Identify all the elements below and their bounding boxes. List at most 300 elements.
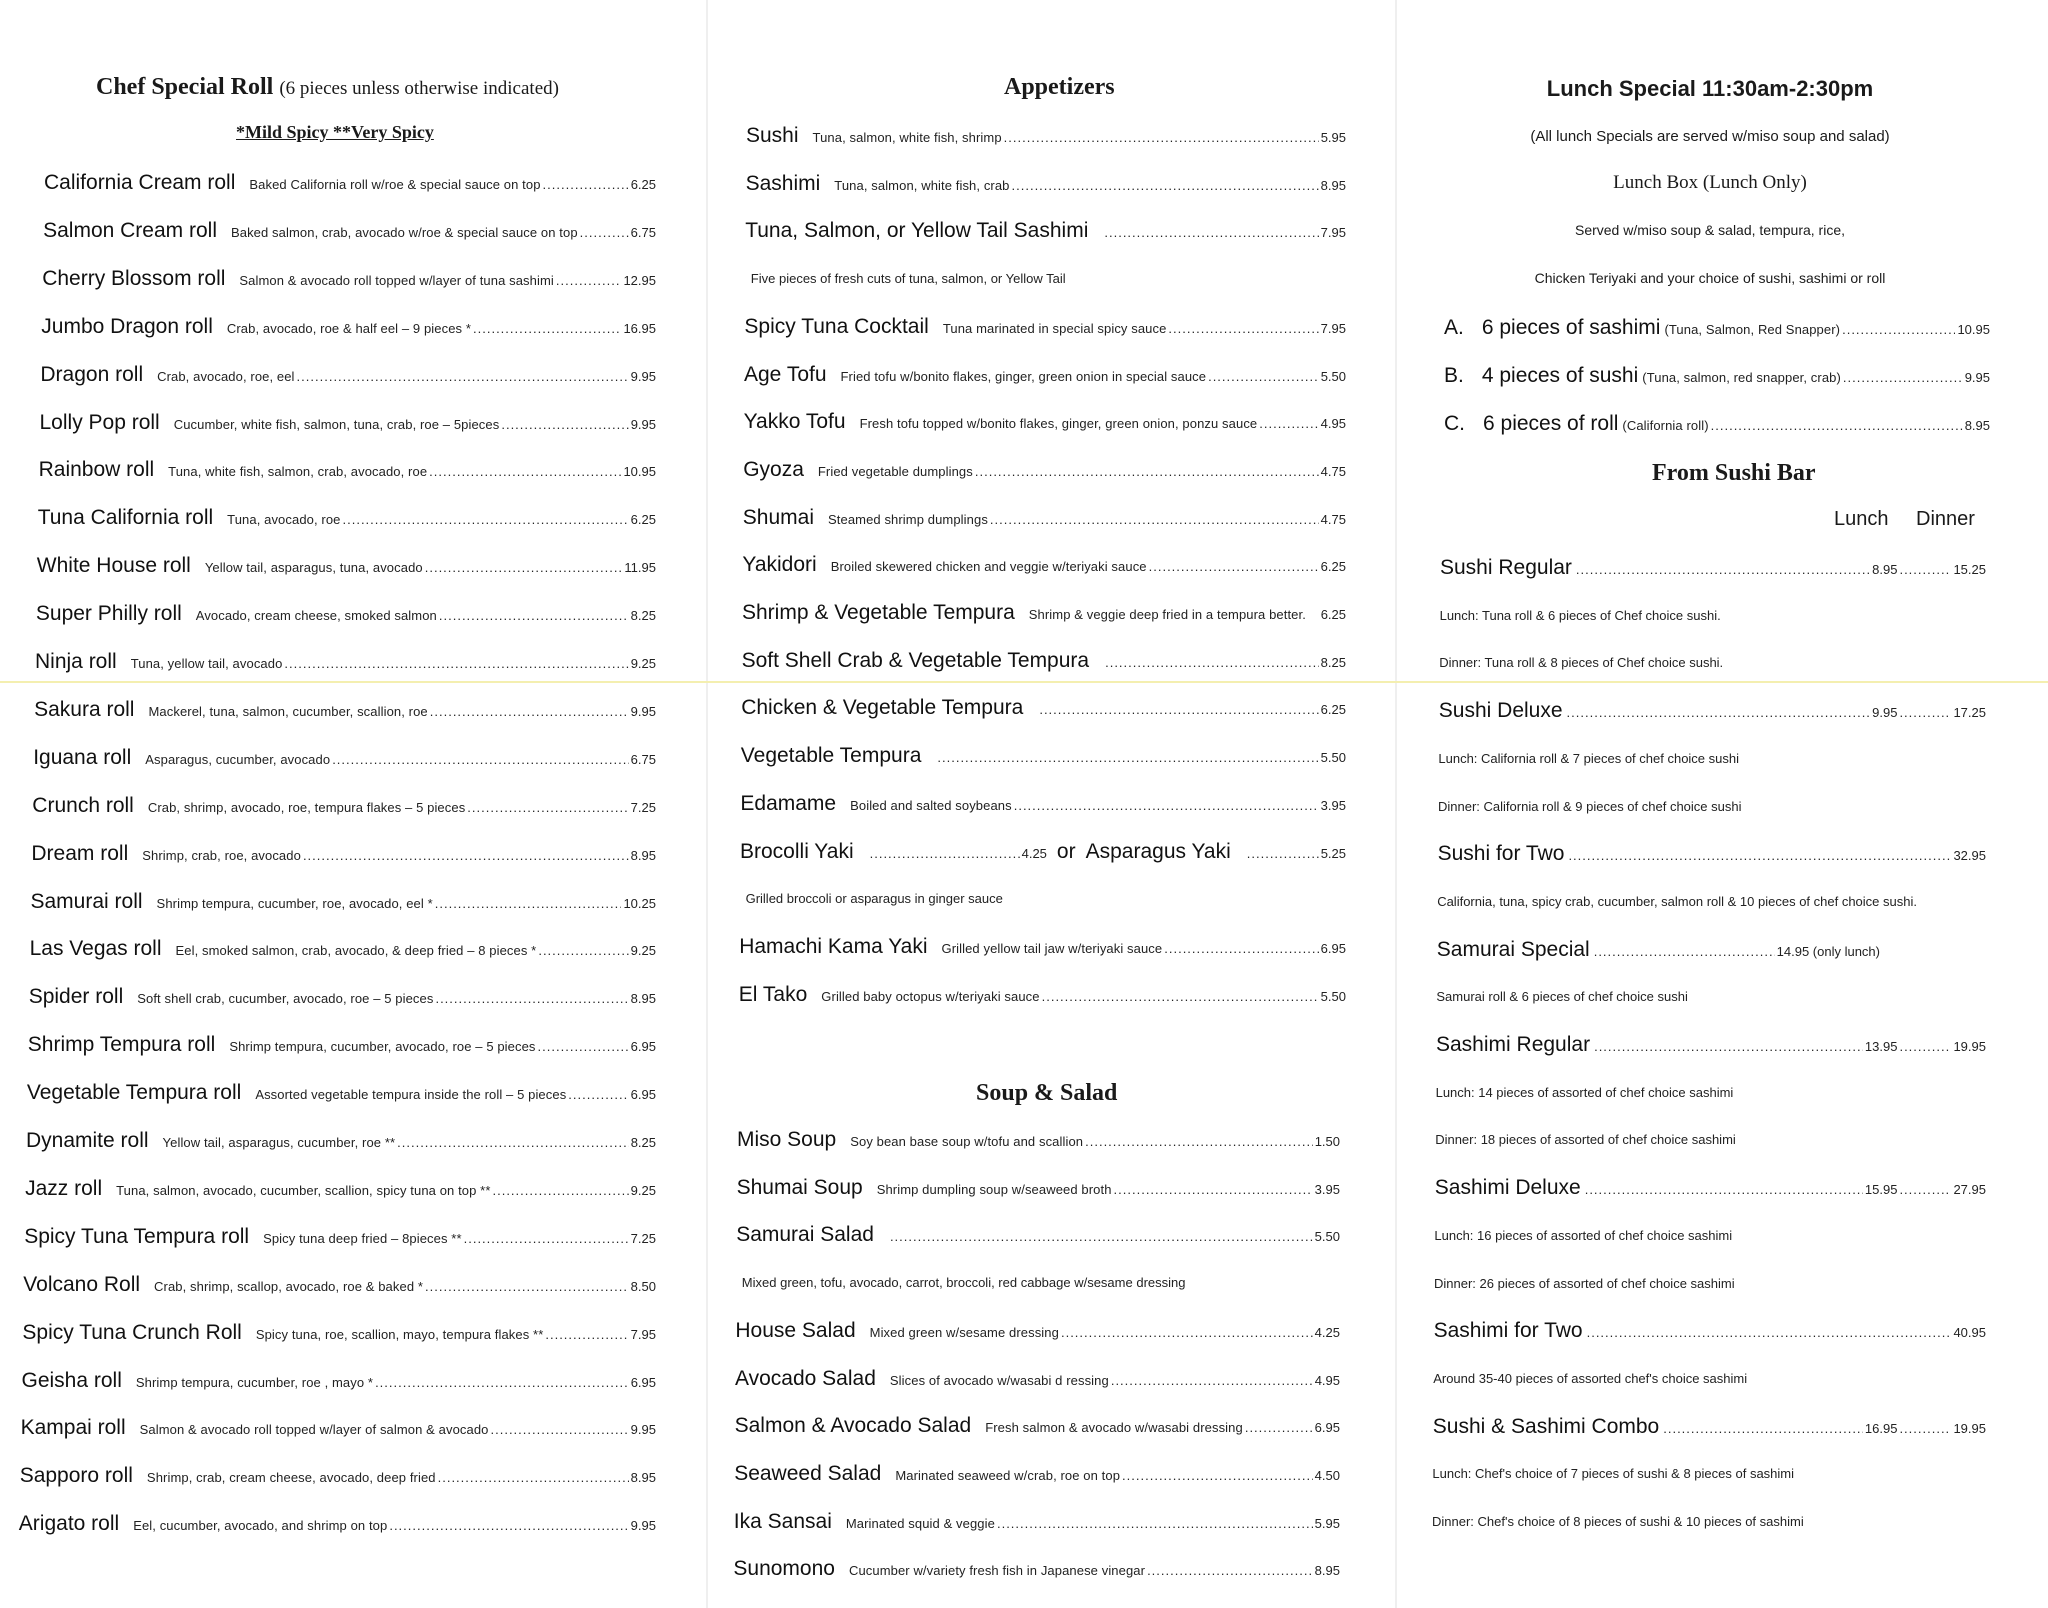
lunch-box-line1: Served w/miso soup & salad, tempura, rice, bbox=[1574, 222, 1845, 238]
menu-item-price: 4.50 bbox=[1314, 1467, 1340, 1483]
menu-item-desc: Grilled baby octopus w/teriyaki sauce bbox=[821, 988, 1040, 1004]
menu-item-note: Five pieces of fresh cuts of tuna, salmon, or Yellow Tail bbox=[750, 271, 1066, 287]
menu-item bbox=[23, 1273, 656, 1297]
menu-item-price: 9.95 bbox=[630, 703, 656, 719]
menu-item-desc: Shrimp & veggie deep fried in a tempura better. bbox=[1028, 607, 1306, 622]
menu-item-price: 9.25 bbox=[630, 943, 656, 959]
menu-item-price: 5.50 bbox=[1320, 368, 1346, 384]
menu-item-name: Sapporo roll bbox=[19, 1464, 133, 1488]
menu-item bbox=[40, 411, 657, 435]
lunch-box-title: Lunch Box (Lunch Only) bbox=[1613, 172, 1807, 193]
menu-item bbox=[19, 1512, 656, 1536]
dinner-column-header: Dinner bbox=[1916, 508, 1975, 530]
menu-item bbox=[1433, 1415, 1986, 1439]
dot-leader bbox=[1208, 369, 1319, 384]
menu-item bbox=[740, 792, 1346, 816]
dot-leader bbox=[1004, 130, 1319, 145]
dot-leader bbox=[1899, 1182, 1951, 1197]
menu-item-name: White House roll bbox=[36, 554, 191, 578]
menu-item-name: Samurai Salad bbox=[736, 1223, 874, 1247]
menu-item-desc: Shrimp, crab, cream cheese, avocado, deep fried bbox=[146, 1470, 436, 1486]
dot-leader bbox=[1594, 1039, 1863, 1054]
menu-item-or: or bbox=[1056, 839, 1076, 863]
menu-item-note: Lunch: 14 pieces of assorted of chef choice sashimi bbox=[1435, 1084, 1734, 1100]
menu-item-name: Sushi for Two bbox=[1437, 842, 1565, 866]
menu-item-price: 6.75 bbox=[630, 224, 656, 240]
menu-item-name: Samurai Special bbox=[1436, 937, 1590, 961]
menu-item-name: Sunomono bbox=[733, 1557, 835, 1581]
menu-item-price: 5.50 bbox=[1320, 750, 1346, 766]
menu-item-note: Lunch: Tuna roll & 6 pieces of Chef choice sushi. bbox=[1439, 607, 1721, 623]
menu-item-name: Dynamite roll bbox=[26, 1129, 149, 1152]
menu-item-price: 8.95 bbox=[630, 991, 656, 1007]
lunch-special-subtitle: (All lunch Specials are served w/miso soup and salad) bbox=[1530, 128, 1890, 145]
menu-item-price: 32.95 bbox=[1953, 848, 1986, 864]
menu-item-name: Seaweed Salad bbox=[734, 1461, 882, 1485]
menu-item-price-dinner: 27.95 bbox=[1953, 1182, 1986, 1198]
menu-item-price: 6.25 bbox=[630, 512, 656, 528]
menu-item-price: 1.50 bbox=[1314, 1134, 1340, 1149]
dot-leader bbox=[545, 1327, 628, 1342]
menu-item-price: 10.95 bbox=[1957, 322, 1990, 337]
dot-leader bbox=[492, 1183, 628, 1198]
lunch-option-letter: C. bbox=[1444, 412, 1465, 435]
menu-item bbox=[25, 1177, 656, 1201]
menu-item-note: Dinner: 18 pieces of assorted of chef choice sashimi bbox=[1435, 1132, 1736, 1148]
menu-item-note: California, tuna, spicy crab, cucumber, salmon roll & 10 pieces of chef choice sushi. bbox=[1437, 893, 1917, 909]
menu-item-price: 4.75 bbox=[1320, 511, 1346, 527]
menu-item-desc: Eel, cucumber, avocado, and shrimp on top bbox=[133, 1518, 388, 1534]
menu-item-desc: Grilled yellow tail jaw w/teriyaki sauce bbox=[941, 940, 1163, 956]
dot-leader bbox=[990, 512, 1319, 527]
dot-leader bbox=[284, 656, 628, 671]
menu-item-note: Lunch: 16 pieces of assorted of chef choice sashimi bbox=[1434, 1227, 1733, 1243]
dot-leader bbox=[425, 1279, 629, 1294]
menu-item-name: Samurai roll bbox=[30, 889, 143, 913]
menu-item bbox=[1436, 1033, 1986, 1057]
appetizers-title: Appetizers bbox=[1004, 74, 1115, 100]
dot-leader bbox=[429, 464, 621, 479]
sushi-bar-title: From Sushi Bar bbox=[1652, 460, 1816, 486]
menu-item bbox=[1434, 1319, 1986, 1343]
menu-item-desc: Cucumber, white fish, salmon, tuna, crab, roe – 5pieces bbox=[173, 416, 500, 432]
menu-item bbox=[744, 363, 1346, 387]
menu-item-price: 6.25 bbox=[1320, 607, 1346, 622]
dot-leader bbox=[1061, 1325, 1313, 1340]
menu-item bbox=[24, 1225, 656, 1249]
menu-item-name: Iguana roll bbox=[33, 745, 132, 769]
menu-item-price: 12.95 bbox=[623, 272, 656, 288]
menu-item bbox=[742, 601, 1346, 625]
menu-item-price: 7.95 bbox=[1320, 225, 1346, 241]
menu-item bbox=[28, 1033, 656, 1057]
menu-item-note: Dinner: Chef's choice of 8 pieces of sushi & 10 pieces of sashimi bbox=[1432, 1514, 1804, 1529]
menu-item bbox=[42, 267, 656, 291]
menu-item-desc: Yellow tail, asparagus, tuna, avocado bbox=[204, 560, 423, 576]
menu-item-price: 8.25 bbox=[630, 608, 656, 624]
dot-leader bbox=[556, 273, 622, 288]
dot-leader bbox=[1245, 1420, 1313, 1435]
menu-item-price: 5.95 bbox=[1314, 1515, 1340, 1531]
dot-leader bbox=[1594, 944, 1775, 959]
menu-item-desc: Baked California roll w/roe & special sauce on top bbox=[249, 177, 541, 192]
menu-item-price-lunch: 15.95 bbox=[1864, 1182, 1898, 1198]
dot-leader bbox=[1085, 1134, 1313, 1149]
menu-item-note: Dinner: California roll & 9 pieces of chef choice sushi bbox=[1438, 798, 1742, 814]
dot-leader bbox=[425, 560, 623, 575]
menu-item bbox=[22, 1369, 657, 1393]
menu-item-price: 6.95 bbox=[630, 1087, 656, 1103]
dot-leader bbox=[1149, 559, 1319, 574]
dot-leader bbox=[1042, 989, 1319, 1004]
menu-item bbox=[739, 983, 1346, 1007]
menu-item-name: Soft Shell Crab & Vegetable Tempura bbox=[741, 648, 1090, 672]
dot-leader bbox=[997, 1516, 1313, 1531]
menu-item-price-lunch: 8.95 bbox=[1872, 562, 1898, 577]
menu-item bbox=[743, 506, 1346, 530]
menu-item-desc: Crab, avocado, roe & half eel – 9 pieces * bbox=[226, 320, 472, 336]
menu-item-name: Sushi Deluxe bbox=[1438, 699, 1563, 723]
menu-item-desc: Crab, shrimp, avocado, roe, tempura flakes – 5 pieces bbox=[147, 799, 466, 815]
menu-item-name: Brocolli Yaki bbox=[740, 839, 854, 863]
soup-salad-title: Soup & Salad bbox=[976, 1080, 1118, 1106]
menu-item bbox=[733, 1557, 1340, 1581]
menu-item-desc: Tuna, white fish, salmon, crab, avocado, roe bbox=[168, 464, 428, 480]
menu-item-price: 9.95 bbox=[630, 368, 656, 384]
menu-item bbox=[746, 124, 1346, 148]
menu-item-desc: Shrimp tempura, cucumber, roe , mayo * bbox=[135, 1374, 374, 1390]
menu-item-desc: Soy bean base soup w/tofu and scallion bbox=[850, 1134, 1084, 1149]
menu-item-price: 6.25 bbox=[630, 177, 656, 192]
dot-leader bbox=[435, 991, 628, 1006]
menu-item-price: 7.25 bbox=[630, 799, 656, 815]
menu-item-name: Spicy Tuna Tempura roll bbox=[24, 1224, 250, 1248]
menu-item bbox=[44, 171, 656, 195]
menu-item-note: Dinner: 26 pieces of assorted of chef choice sashimi bbox=[1434, 1275, 1735, 1291]
menu-item bbox=[746, 172, 1346, 196]
menu-item-name: El Tako bbox=[738, 982, 808, 1006]
menu-item-price: 9.25 bbox=[630, 656, 656, 671]
menu-item bbox=[36, 602, 656, 626]
dot-leader bbox=[1105, 655, 1319, 670]
menu-item bbox=[33, 746, 656, 770]
lunch-box-line2: Chicken Teriyaki and your choice of sushi, sashimi or roll bbox=[1534, 270, 1886, 286]
menu-item-desc: Broiled skewered chicken and veggie w/teriyaki sauce bbox=[830, 559, 1147, 575]
menu-item-name: Avocado Salad bbox=[735, 1366, 876, 1390]
menu-item bbox=[737, 1128, 1340, 1152]
menu-item bbox=[735, 1367, 1340, 1391]
menu-item-desc: Shrimp tempura, cucumber, avocado, roe – 5 pieces bbox=[229, 1039, 536, 1055]
menu-item bbox=[742, 649, 1346, 673]
menu-item bbox=[29, 985, 656, 1009]
menu-item-name: Yakko Tofu bbox=[743, 410, 846, 434]
dot-leader bbox=[975, 464, 1319, 479]
menu-item-desc: Boiled and salted soybeans bbox=[850, 797, 1012, 813]
menu-item-name: Salmon Cream roll bbox=[43, 218, 217, 242]
menu-item-price: 16.95 bbox=[623, 320, 656, 336]
menu-item-name: Vegetable Tempura bbox=[740, 744, 922, 768]
menu-item-price: 11.95 bbox=[624, 560, 656, 576]
menu-item-name: Spicy Tuna Cocktail bbox=[744, 314, 929, 338]
menu-item-name: Sashimi bbox=[745, 171, 821, 195]
menu-item-desc: Shrimp, crab, roe, avocado bbox=[142, 847, 301, 863]
menu-item-name: Ninja roll bbox=[35, 650, 117, 673]
menu-item-price: 7.95 bbox=[1320, 320, 1346, 336]
menu-item-price: 10.25 bbox=[623, 895, 656, 911]
menu-item-desc: Tuna, salmon, white fish, shrimp bbox=[812, 130, 1002, 145]
menu-item-note: Around 35-40 pieces of assorted chef's choice sashimi bbox=[1433, 1370, 1748, 1386]
menu-item-desc: Spicy tuna deep fried – 8pieces ** bbox=[263, 1230, 462, 1246]
menu-item-price: 7.95 bbox=[630, 1326, 656, 1342]
menu-item-price: 4.95 bbox=[1314, 1372, 1340, 1388]
dot-leader bbox=[538, 1039, 629, 1054]
menu-item-price: 6.25 bbox=[1320, 559, 1346, 575]
menu-item-desc: Salmon & avocado roll topped w/layer of salmon & avocado bbox=[139, 1422, 489, 1438]
panel-fold-right bbox=[1395, 0, 1397, 1608]
dot-leader bbox=[1114, 1182, 1313, 1197]
menu-item-name: Age Tofu bbox=[744, 362, 827, 386]
menu-item-desc: Asparagus, cucumber, avocado bbox=[145, 751, 331, 767]
dot-leader bbox=[297, 369, 629, 384]
dot-leader bbox=[1899, 705, 1951, 720]
menu-item-name: Super Philly roll bbox=[35, 602, 182, 626]
menu-item-name: Sakura roll bbox=[34, 697, 135, 721]
menu-item-price: 8.50 bbox=[630, 1278, 656, 1294]
menu-item-desc: Marinated seaweed w/crab, roe on top bbox=[895, 1467, 1121, 1483]
menu-item-desc: Fried tofu w/bonito flakes, ginger, green onion in special sauce bbox=[840, 368, 1207, 384]
dot-leader bbox=[538, 943, 628, 958]
dot-leader bbox=[464, 1231, 629, 1246]
menu-item-name: Dragon roll bbox=[40, 362, 144, 386]
menu-item bbox=[735, 1319, 1340, 1343]
menu-item-name: Sashimi Regular bbox=[1436, 1033, 1591, 1056]
dot-leader bbox=[1568, 848, 1951, 863]
menu-item-price-lunch: 13.95 bbox=[1864, 1039, 1898, 1054]
dot-leader bbox=[1168, 321, 1318, 336]
dot-leader bbox=[375, 1375, 629, 1390]
menu-item-name: Shrimp & Vegetable Tempura bbox=[742, 601, 1015, 624]
menu-item-name: Gyoza bbox=[743, 457, 804, 481]
lunch-special-title: Lunch Special 11:30am-2:30pm bbox=[1546, 76, 1874, 101]
menu-item-desc: Shrimp dumpling soup w/seaweed broth bbox=[876, 1181, 1112, 1197]
menu-item bbox=[22, 1321, 656, 1345]
menu-item-price: 9.95 bbox=[1964, 370, 1990, 385]
menu-item-name: House Salad bbox=[735, 1318, 856, 1342]
dot-leader bbox=[1259, 416, 1318, 431]
menu-item-name: Ika Sansai bbox=[733, 1509, 832, 1533]
dot-leader bbox=[1014, 798, 1319, 813]
menu-item-price: 8.95 bbox=[1964, 418, 1990, 433]
menu-item-price: 8.95 bbox=[1320, 177, 1346, 193]
menu-item-price: 7.25 bbox=[630, 1230, 656, 1246]
menu-item-price: 14.95 (only lunch) bbox=[1776, 943, 1880, 959]
menu-item-name: Tuna, Salmon, or Yellow Tail Sashimi bbox=[745, 219, 1089, 243]
menu-item-name: Tuna California roll bbox=[37, 506, 214, 530]
dot-leader bbox=[1147, 1563, 1313, 1578]
menu-item-price: 6.75 bbox=[630, 751, 656, 767]
menu-item-price: 5.50 bbox=[1314, 1229, 1340, 1245]
dot-leader bbox=[1899, 1421, 1951, 1436]
menu-item-price: 9.95 bbox=[630, 1422, 656, 1438]
menu-item-desc: Baked salmon, crab, avocado w/roe & special sauce on top bbox=[230, 224, 578, 240]
dot-leader bbox=[870, 846, 1020, 861]
menu-item-name: Shrimp Tempura roll bbox=[27, 1033, 216, 1057]
dot-leader bbox=[1576, 562, 1870, 577]
menu-item bbox=[736, 1223, 1340, 1247]
menu-item bbox=[740, 840, 1346, 864]
menu-item-price: 4.95 bbox=[1320, 416, 1346, 432]
menu-item-note: Mixed green, tofu, avocado, carrot, broccoli, red cabbage w/sesame dressing bbox=[741, 1275, 1186, 1291]
menu-item-name: Spider roll bbox=[28, 985, 124, 1009]
menu-item bbox=[741, 744, 1346, 768]
menu-item-price: 9.95 bbox=[630, 416, 656, 432]
menu-item-price: 6.95 bbox=[1314, 1420, 1340, 1436]
menu-item-desc: Assorted vegetable tempura inside the roll – 5 pieces bbox=[255, 1087, 567, 1103]
menu-item-price: 3.95 bbox=[1320, 797, 1346, 813]
menu-item-name: Sashimi for Two bbox=[1433, 1319, 1583, 1343]
menu-item bbox=[1440, 556, 1986, 580]
menu-item bbox=[734, 1510, 1340, 1534]
menu-item-price: 6.25 bbox=[1320, 702, 1346, 718]
menu-item-desc: Spicy tuna, roe, scallion, mayo, tempura flakes ** bbox=[255, 1326, 544, 1342]
menu-item-note: Lunch: Chef's choice of 7 pieces of sushi & 8 pieces of sashimi bbox=[1432, 1466, 1795, 1482]
menu-item bbox=[34, 698, 656, 722]
dot-leader bbox=[439, 608, 629, 623]
menu-item-note: Dinner: Tuna roll & 8 pieces of Chef choice sushi. bbox=[1439, 655, 1724, 671]
menu-item bbox=[37, 554, 656, 578]
menu-item-price: 4.75 bbox=[1320, 463, 1346, 479]
menu-item-price: 5.25 bbox=[1320, 845, 1346, 861]
menu-item-desc: Tuna, salmon, white fish, crab bbox=[834, 177, 1010, 193]
menu-item-note: Grilled broccoli or asparagus in ginger sauce bbox=[745, 891, 1003, 907]
menu-item-price-dinner: 19.95 bbox=[1953, 1039, 1986, 1054]
menu-item-name: California Cream roll bbox=[44, 171, 236, 194]
dot-leader bbox=[1899, 1039, 1951, 1054]
menu-item-desc: Tuna, salmon, avocado, cucumber, scallion, spicy tuna on top ** bbox=[116, 1182, 491, 1198]
menu-item-price: 8.95 bbox=[1314, 1563, 1340, 1579]
menu-item-price: 6.95 bbox=[1320, 940, 1346, 956]
menu-item-desc: Shrimp tempura, cucumber, roe, avocado, eel * bbox=[156, 895, 433, 911]
dot-leader bbox=[1567, 705, 1871, 720]
menu-item-name: Sushi & Sashimi Combo bbox=[1432, 1414, 1660, 1438]
menu-item-name: Hamachi Kama Yaki bbox=[739, 934, 928, 958]
menu-item-desc: Tuna, yellow tail, avocado bbox=[130, 656, 283, 671]
dot-leader bbox=[438, 1470, 629, 1485]
menu-item bbox=[742, 553, 1346, 577]
menu-item bbox=[38, 506, 656, 530]
dot-leader bbox=[543, 177, 629, 192]
dot-leader bbox=[1585, 1182, 1863, 1197]
menu-item-name: Dream roll bbox=[31, 841, 129, 865]
menu-item bbox=[1438, 842, 1986, 866]
spicy-legend: *Mild Spicy **Very Spicy bbox=[236, 122, 434, 142]
dot-leader bbox=[1039, 702, 1318, 717]
menu-item-price-dinner: 17.25 bbox=[1953, 705, 1986, 721]
menu-item bbox=[26, 1129, 656, 1153]
dot-leader bbox=[568, 1087, 628, 1102]
dot-leader bbox=[1247, 846, 1319, 861]
menu-item-price: 5.95 bbox=[1320, 130, 1346, 145]
menu-item-name: Asparagus Yaki bbox=[1085, 839, 1231, 863]
menu-item-price: 4.25 bbox=[1021, 845, 1047, 861]
menu-item-desc: Avocado, cream cheese, smoked salmon bbox=[195, 608, 437, 624]
menu-item bbox=[1439, 699, 1986, 723]
menu-item-name: 4 pieces of sushi bbox=[1481, 364, 1639, 387]
menu-item-name: Sashimi Deluxe bbox=[1434, 1176, 1581, 1200]
menu-item-desc: Steamed shrimp dumplings bbox=[828, 511, 988, 527]
menu-item-name: Cherry Blossom roll bbox=[42, 266, 226, 290]
menu-item-name: Vegetable Tempura roll bbox=[26, 1081, 242, 1105]
menu-item-desc: Crab, shrimp, scallop, avocado, roe & baked * bbox=[154, 1278, 424, 1294]
scan-line bbox=[0, 681, 2048, 683]
dot-leader bbox=[397, 1135, 629, 1150]
menu-item-name: Shumai Soup bbox=[736, 1175, 863, 1199]
menu-item-name: Shumai bbox=[742, 505, 814, 529]
menu-item-price-lunch: 9.95 bbox=[1872, 705, 1898, 721]
menu-item-price: 5.50 bbox=[1320, 988, 1346, 1004]
menu-item-desc: Slices of avocado w/wasabi d ressing bbox=[889, 1372, 1109, 1388]
dot-leader bbox=[1104, 225, 1318, 240]
menu-item bbox=[21, 1416, 656, 1440]
menu-item-name: Kampai roll bbox=[20, 1416, 126, 1440]
menu-item bbox=[35, 650, 656, 674]
menu-item-desc: Fresh salmon & avocado w/wasabi dressing bbox=[985, 1420, 1243, 1436]
lunch-option bbox=[1444, 364, 1990, 388]
menu-item bbox=[745, 219, 1346, 243]
menu-item-name: 6 pieces of roll bbox=[1483, 412, 1619, 435]
dot-leader bbox=[501, 417, 628, 432]
menu-item-price: 8.95 bbox=[630, 847, 656, 863]
dot-leader bbox=[467, 800, 628, 815]
menu-item-price: 4.25 bbox=[1314, 1324, 1340, 1340]
menu-item-price: 8.25 bbox=[630, 1135, 656, 1150]
menu-item-desc: (California roll) bbox=[1622, 418, 1709, 433]
menu-item-desc: Tuna, avocado, roe bbox=[227, 512, 341, 528]
lunch-option-letter: B. bbox=[1444, 364, 1464, 387]
panel-fold-left bbox=[706, 0, 708, 1608]
menu-item-name: Crunch roll bbox=[32, 793, 134, 817]
menu-item-price-lunch: 16.95 bbox=[1864, 1420, 1898, 1436]
menu-item-price: 3.95 bbox=[1314, 1181, 1340, 1197]
menu-item-desc: Tuna marinated in special spicy sauce bbox=[942, 320, 1167, 336]
menu-item bbox=[41, 315, 656, 339]
menu-item bbox=[743, 458, 1346, 482]
dot-leader bbox=[389, 1518, 628, 1533]
dot-leader bbox=[1843, 370, 1963, 385]
menu-item-desc: Mackerel, tuna, salmon, cucumber, scallion, roe bbox=[148, 703, 428, 719]
menu-item bbox=[744, 315, 1346, 339]
menu-item-name: Jazz roll bbox=[25, 1176, 103, 1200]
menu-item-price-dinner: 19.95 bbox=[1953, 1420, 1986, 1436]
menu-item bbox=[734, 1462, 1340, 1486]
lunch-option bbox=[1444, 316, 1990, 340]
menu-item-name: Las Vegas roll bbox=[29, 937, 162, 961]
menu-item-desc: Yellow tail, asparagus, cucumber, roe ** bbox=[162, 1135, 396, 1150]
menu-item bbox=[32, 794, 656, 818]
menu-item-price-dinner: 15.25 bbox=[1953, 562, 1986, 577]
dot-leader bbox=[303, 848, 629, 863]
dot-leader bbox=[332, 752, 628, 767]
menu-item-name: Sushi Regular bbox=[1440, 556, 1572, 579]
menu-item bbox=[1437, 938, 1880, 962]
chef-special-title: Chef Special Roll (6 pieces unless otherwise indicated) bbox=[96, 74, 559, 100]
menu-item bbox=[739, 935, 1346, 959]
menu-item-desc: Cucumber w/variety fresh fish in Japanese vinegar bbox=[848, 1563, 1146, 1579]
menu-item bbox=[39, 458, 656, 482]
dot-leader bbox=[890, 1229, 1313, 1244]
menu-item-name: Jumbo Dragon roll bbox=[41, 314, 213, 338]
menu-item-name: Lolly Pop roll bbox=[39, 410, 160, 434]
